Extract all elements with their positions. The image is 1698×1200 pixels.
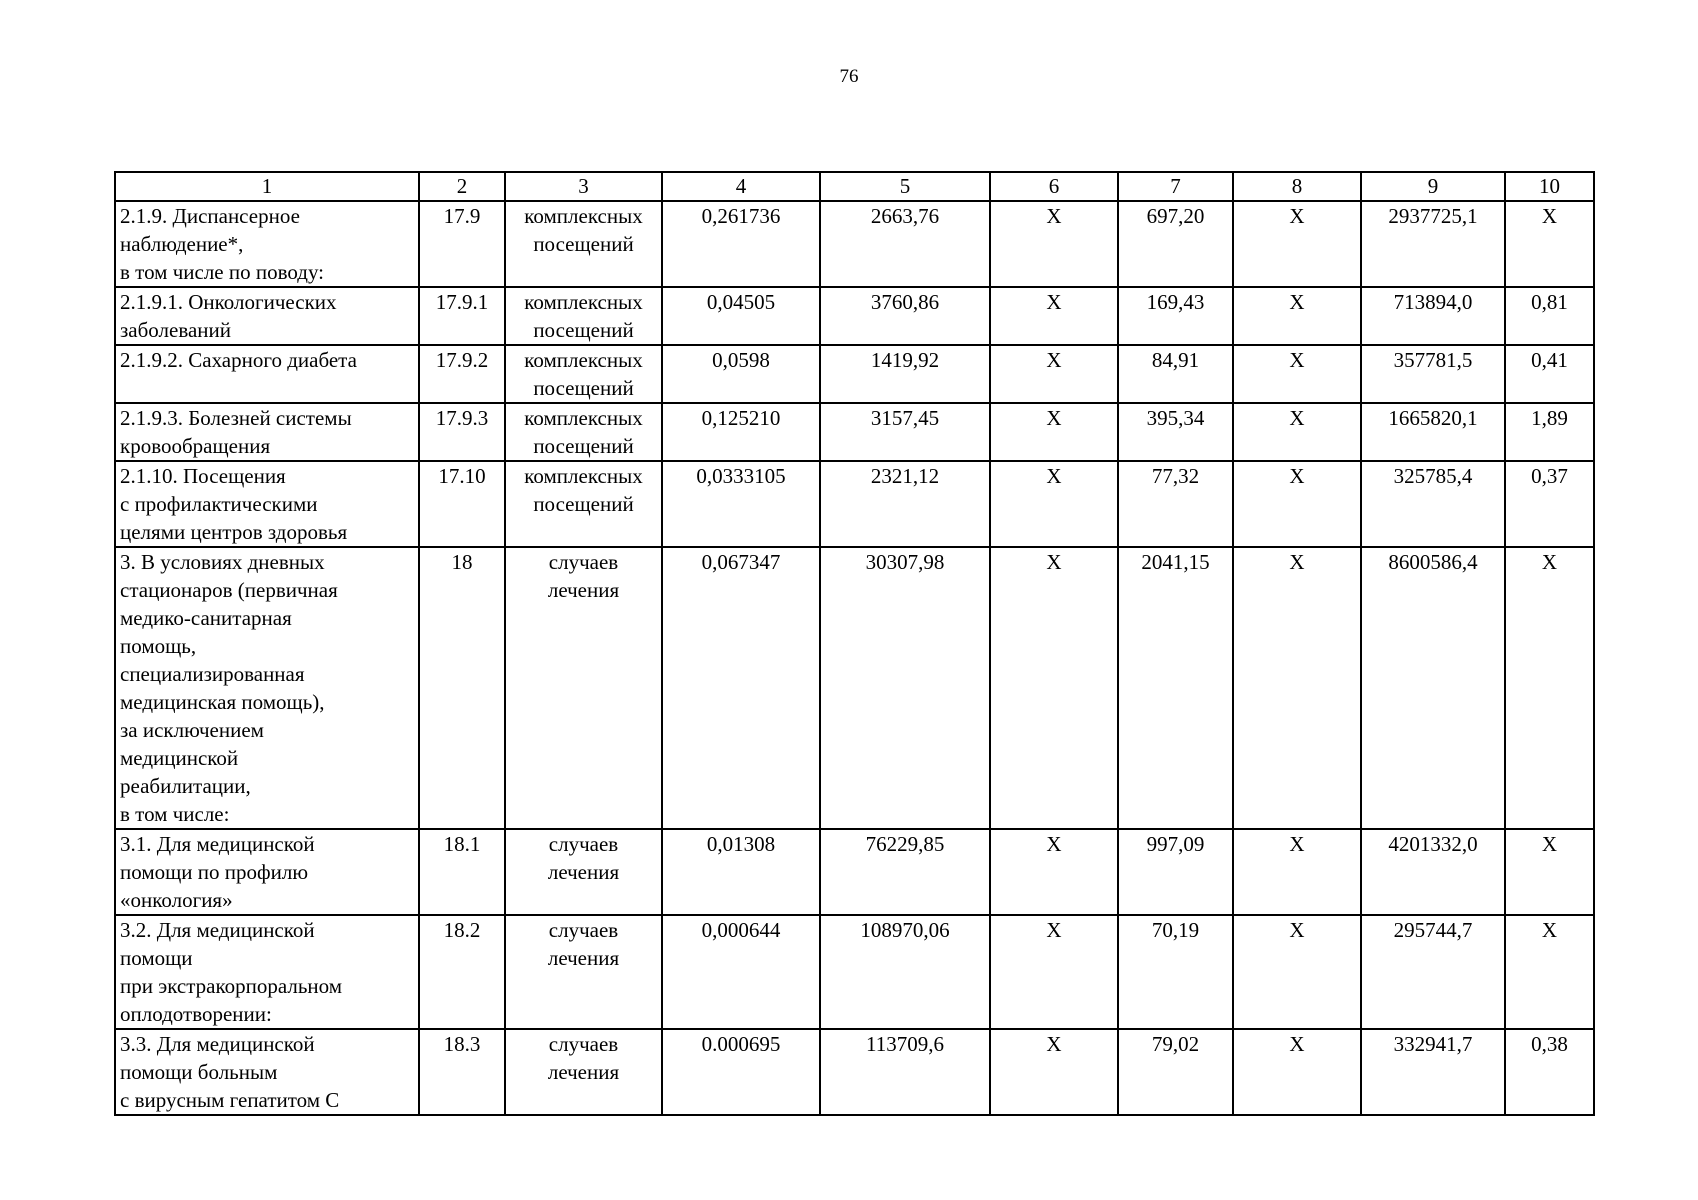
row-unit-cell: комплексных посещений [505, 461, 662, 547]
row-unit-cell: комплексных посещений [505, 201, 662, 287]
table-cell: 2937725,1 [1361, 201, 1505, 287]
table-cell: 4201332,0 [1361, 829, 1505, 915]
table-cell: 2041,15 [1118, 547, 1233, 829]
table-cell: 2663,76 [820, 201, 990, 287]
table-cell: X [1233, 287, 1361, 345]
table-cell: 70,19 [1118, 915, 1233, 1029]
table-row [115, 915, 1594, 1029]
table-row [115, 403, 1594, 461]
table-cell: 76229,85 [820, 829, 990, 915]
column-header: 6 [990, 172, 1118, 201]
row-code-cell: 18.2 [419, 915, 505, 1029]
row-code-cell: 17.9 [419, 201, 505, 287]
table-cell: X [1505, 829, 1594, 915]
table-cell: X [990, 287, 1118, 345]
table-row [115, 829, 1594, 915]
table-cell: X [1233, 345, 1361, 403]
table-cell: 0,261736 [662, 201, 820, 287]
row-unit-cell: случаев лечения [505, 829, 662, 915]
table-row [115, 201, 1594, 287]
row-name-cell: 2.1.9.1. Онкологических заболеваний [115, 287, 419, 345]
table-cell: 0,41 [1505, 345, 1594, 403]
column-header: 3 [505, 172, 662, 201]
column-header: 5 [820, 172, 990, 201]
table-cell: X [990, 345, 1118, 403]
row-name-cell: 2.1.9.3. Болезней системы кровообращения [115, 403, 419, 461]
column-header: 1 [115, 172, 419, 201]
column-header: 4 [662, 172, 820, 201]
row-name-cell: 3.1. Для медицинской помощи по профилю «онкология» [115, 829, 419, 915]
row-name-cell: 2.1.9. Диспансерное наблюдение*, в том числе по поводу: [115, 201, 419, 287]
table-cell: X [990, 201, 1118, 287]
table-cell: 0,01308 [662, 829, 820, 915]
table-cell: 0.000695 [662, 1029, 820, 1115]
table-cell: 332941,7 [1361, 1029, 1505, 1115]
table-cell: 997,09 [1118, 829, 1233, 915]
row-unit-cell: комплексных посещений [505, 287, 662, 345]
table-cell: 84,91 [1118, 345, 1233, 403]
table-cell: X [1505, 915, 1594, 1029]
table-row [115, 547, 1594, 829]
table-cell: 0,067347 [662, 547, 820, 829]
table-cell: X [990, 1029, 1118, 1115]
row-code-cell: 17.9.1 [419, 287, 505, 345]
row-name-cell: 3.3. Для медицинской помощи больным с вирусным гепатитом С [115, 1029, 419, 1115]
table-cell: X [990, 829, 1118, 915]
table-cell: 108970,06 [820, 915, 990, 1029]
row-unit-cell: случаев лечения [505, 1029, 662, 1115]
table-cell: X [1233, 403, 1361, 461]
table-cell: 1,89 [1505, 403, 1594, 461]
table-header-row [115, 172, 1594, 201]
table-cell: 0,81 [1505, 287, 1594, 345]
row-code-cell: 17.10 [419, 461, 505, 547]
table-cell: 2321,12 [820, 461, 990, 547]
table-cell: X [1233, 547, 1361, 829]
table-cell: 113709,6 [820, 1029, 990, 1115]
table-cell: 0,04505 [662, 287, 820, 345]
table-row [115, 461, 1594, 547]
row-code-cell: 17.9.3 [419, 403, 505, 461]
table-cell: 3760,86 [820, 287, 990, 345]
table-cell: X [1233, 201, 1361, 287]
table-cell: X [990, 461, 1118, 547]
table-cell: X [990, 915, 1118, 1029]
row-code-cell: 18.1 [419, 829, 505, 915]
row-name-cell: 3.2. Для медицинской помощи при экстракорпоральном оплодотворении: [115, 915, 419, 1029]
table-cell: 3157,45 [820, 403, 990, 461]
table-row [115, 287, 1594, 345]
table-cell: 713894,0 [1361, 287, 1505, 345]
table-cell: X [1505, 201, 1594, 287]
table-cell: 0,0333105 [662, 461, 820, 547]
table-cell: X [1233, 829, 1361, 915]
table-cell: 395,34 [1118, 403, 1233, 461]
table-row [115, 345, 1594, 403]
table-cell: 79,02 [1118, 1029, 1233, 1115]
table-cell: 325785,4 [1361, 461, 1505, 547]
table-cell: 169,43 [1118, 287, 1233, 345]
table-cell: X [1505, 547, 1594, 829]
table-cell: 0,37 [1505, 461, 1594, 547]
table-cell: X [990, 403, 1118, 461]
table-cell: 0,125210 [662, 403, 820, 461]
table-cell: 8600586,4 [1361, 547, 1505, 829]
column-header: 7 [1118, 172, 1233, 201]
table-cell: 30307,98 [820, 547, 990, 829]
table-cell: 697,20 [1118, 201, 1233, 287]
table-cell: 1419,92 [820, 345, 990, 403]
row-code-cell: 18.3 [419, 1029, 505, 1115]
row-name-cell: 3. В условиях дневных стационаров (первичная медико-санитарная помощь, специализированная медицинская помощь), за исключением медицинской реабилитации, в том числе: [115, 547, 419, 829]
row-unit-cell: комплексных посещений [505, 403, 662, 461]
table-cell: 77,32 [1118, 461, 1233, 547]
page-number: 76 [839, 66, 859, 87]
row-code-cell: 17.9.2 [419, 345, 505, 403]
table-cell: 0,38 [1505, 1029, 1594, 1115]
row-code-cell: 18 [419, 547, 505, 829]
row-unit-cell: комплексных посещений [505, 345, 662, 403]
table-cell: X [1233, 1029, 1361, 1115]
row-name-cell: 2.1.9.2. Сахарного диабета [115, 345, 419, 403]
row-unit-cell: случаев лечения [505, 915, 662, 1029]
table-row [115, 1029, 1594, 1115]
table-cell: 295744,7 [1361, 915, 1505, 1029]
table-cell: X [990, 547, 1118, 829]
row-unit-cell: случаев лечения [505, 547, 662, 829]
table-cell: 357781,5 [1361, 345, 1505, 403]
data-table [114, 171, 1595, 1116]
column-header: 8 [1233, 172, 1361, 201]
table-cell: X [1233, 915, 1361, 1029]
row-name-cell: 2.1.10. Посещения с профилактическими целями центров здоровья [115, 461, 419, 547]
table-cell: 0,0598 [662, 345, 820, 403]
table-cell: 1665820,1 [1361, 403, 1505, 461]
table-cell: X [1233, 461, 1361, 547]
column-header: 2 [419, 172, 505, 201]
table-cell: 0,000644 [662, 915, 820, 1029]
column-header: 10 [1505, 172, 1594, 201]
column-header: 9 [1361, 172, 1505, 201]
